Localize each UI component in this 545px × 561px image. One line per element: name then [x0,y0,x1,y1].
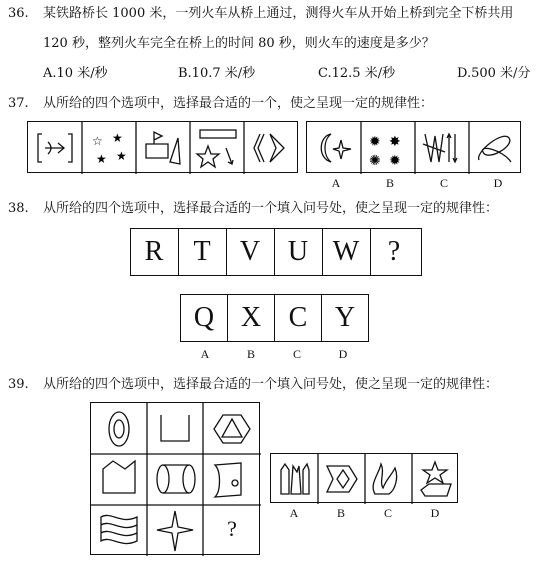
svg-text:✺: ✺ [369,153,381,169]
q37-question-shapes [28,122,299,174]
svg-text:✹: ✹ [369,134,381,150]
q38-text: 从所给的四个选项中，选择最合适的一个填入问号处，使之呈现一定的规律性： [43,201,499,216]
q39-label-c[interactable]: C [383,506,392,520]
q38-seq-5: W [332,236,360,267]
q38-option-a-letter[interactable]: Q [193,302,215,333]
q39-option-figures [270,453,458,503]
q38-option-d-letter[interactable]: Y [334,302,356,333]
q39-text: 从所给的四个选项中，选择最合适的一个填入问号处，使之呈现一定的规律性： [43,377,499,392]
q39-label-b[interactable]: B [336,506,345,520]
q38-question-mark: ? [387,236,401,267]
q38-label-c[interactable]: C [292,347,301,361]
q39-option-shapes [271,454,459,504]
q39-grid [90,402,260,555]
q37-number: 37. [8,96,29,111]
svg-text:✹: ✹ [389,153,401,169]
q36-text-line2: 120 秒，整列火车完全在桥上的时间 80 秒，则火车的速度是多少？ [43,36,435,51]
svg-text:✸: ✸ [389,134,401,150]
q38-label-a[interactable]: A [200,347,210,361]
q39-question-mark: ? [227,516,237,541]
svg-text:★: ★ [112,131,123,145]
q37-label-c[interactable]: C [439,176,448,190]
q38-label-b[interactable]: B [246,347,255,361]
q36-option-c[interactable]: C.12.5 米/秒 [318,66,396,81]
q39-number: 39. [8,377,29,392]
q37-label-b[interactable]: B [385,176,394,190]
q37-question-figures [27,121,298,173]
q38-label-d[interactable]: D [338,347,348,361]
q36-option-a[interactable]: A.10 米/秒 [43,66,108,81]
q37-label-d[interactable]: D [493,176,503,190]
q39-label-a[interactable]: A [289,506,299,520]
q36-number: 36. [8,6,29,21]
q36-option-d[interactable]: D.500 米/分 [457,66,531,81]
svg-text:★: ★ [96,152,107,166]
q38-seq-2: T [193,236,211,267]
q38-options-box [180,294,369,342]
q38-seq-1: R [144,236,164,267]
q36-text-line1: 某铁路桥长 1000 米，一列火车从桥上通过，测得火车从开始上桥到完全下桥共用 [43,6,514,21]
q38-number: 38. [8,201,29,216]
q38-option-c-letter[interactable]: C [288,302,308,333]
svg-text:★: ★ [116,149,127,163]
q37-option-figures [306,121,521,173]
q38-sequence-box [130,228,422,276]
svg-text:☆: ☆ [92,134,103,148]
q36-option-b[interactable]: B.10.7 米/秒 [178,66,256,81]
q39-label-d[interactable]: D [430,506,440,520]
q37-text: 从所给的四个选项中，选择最合适的一个，使之呈现一定的规律性： [43,96,434,111]
q38-seq-3: V [239,236,261,267]
q37-label-a[interactable]: A [331,176,341,190]
q38-option-b-letter[interactable]: X [240,302,262,333]
q38-seq-4: U [287,236,309,267]
q37-option-shapes [307,122,522,174]
